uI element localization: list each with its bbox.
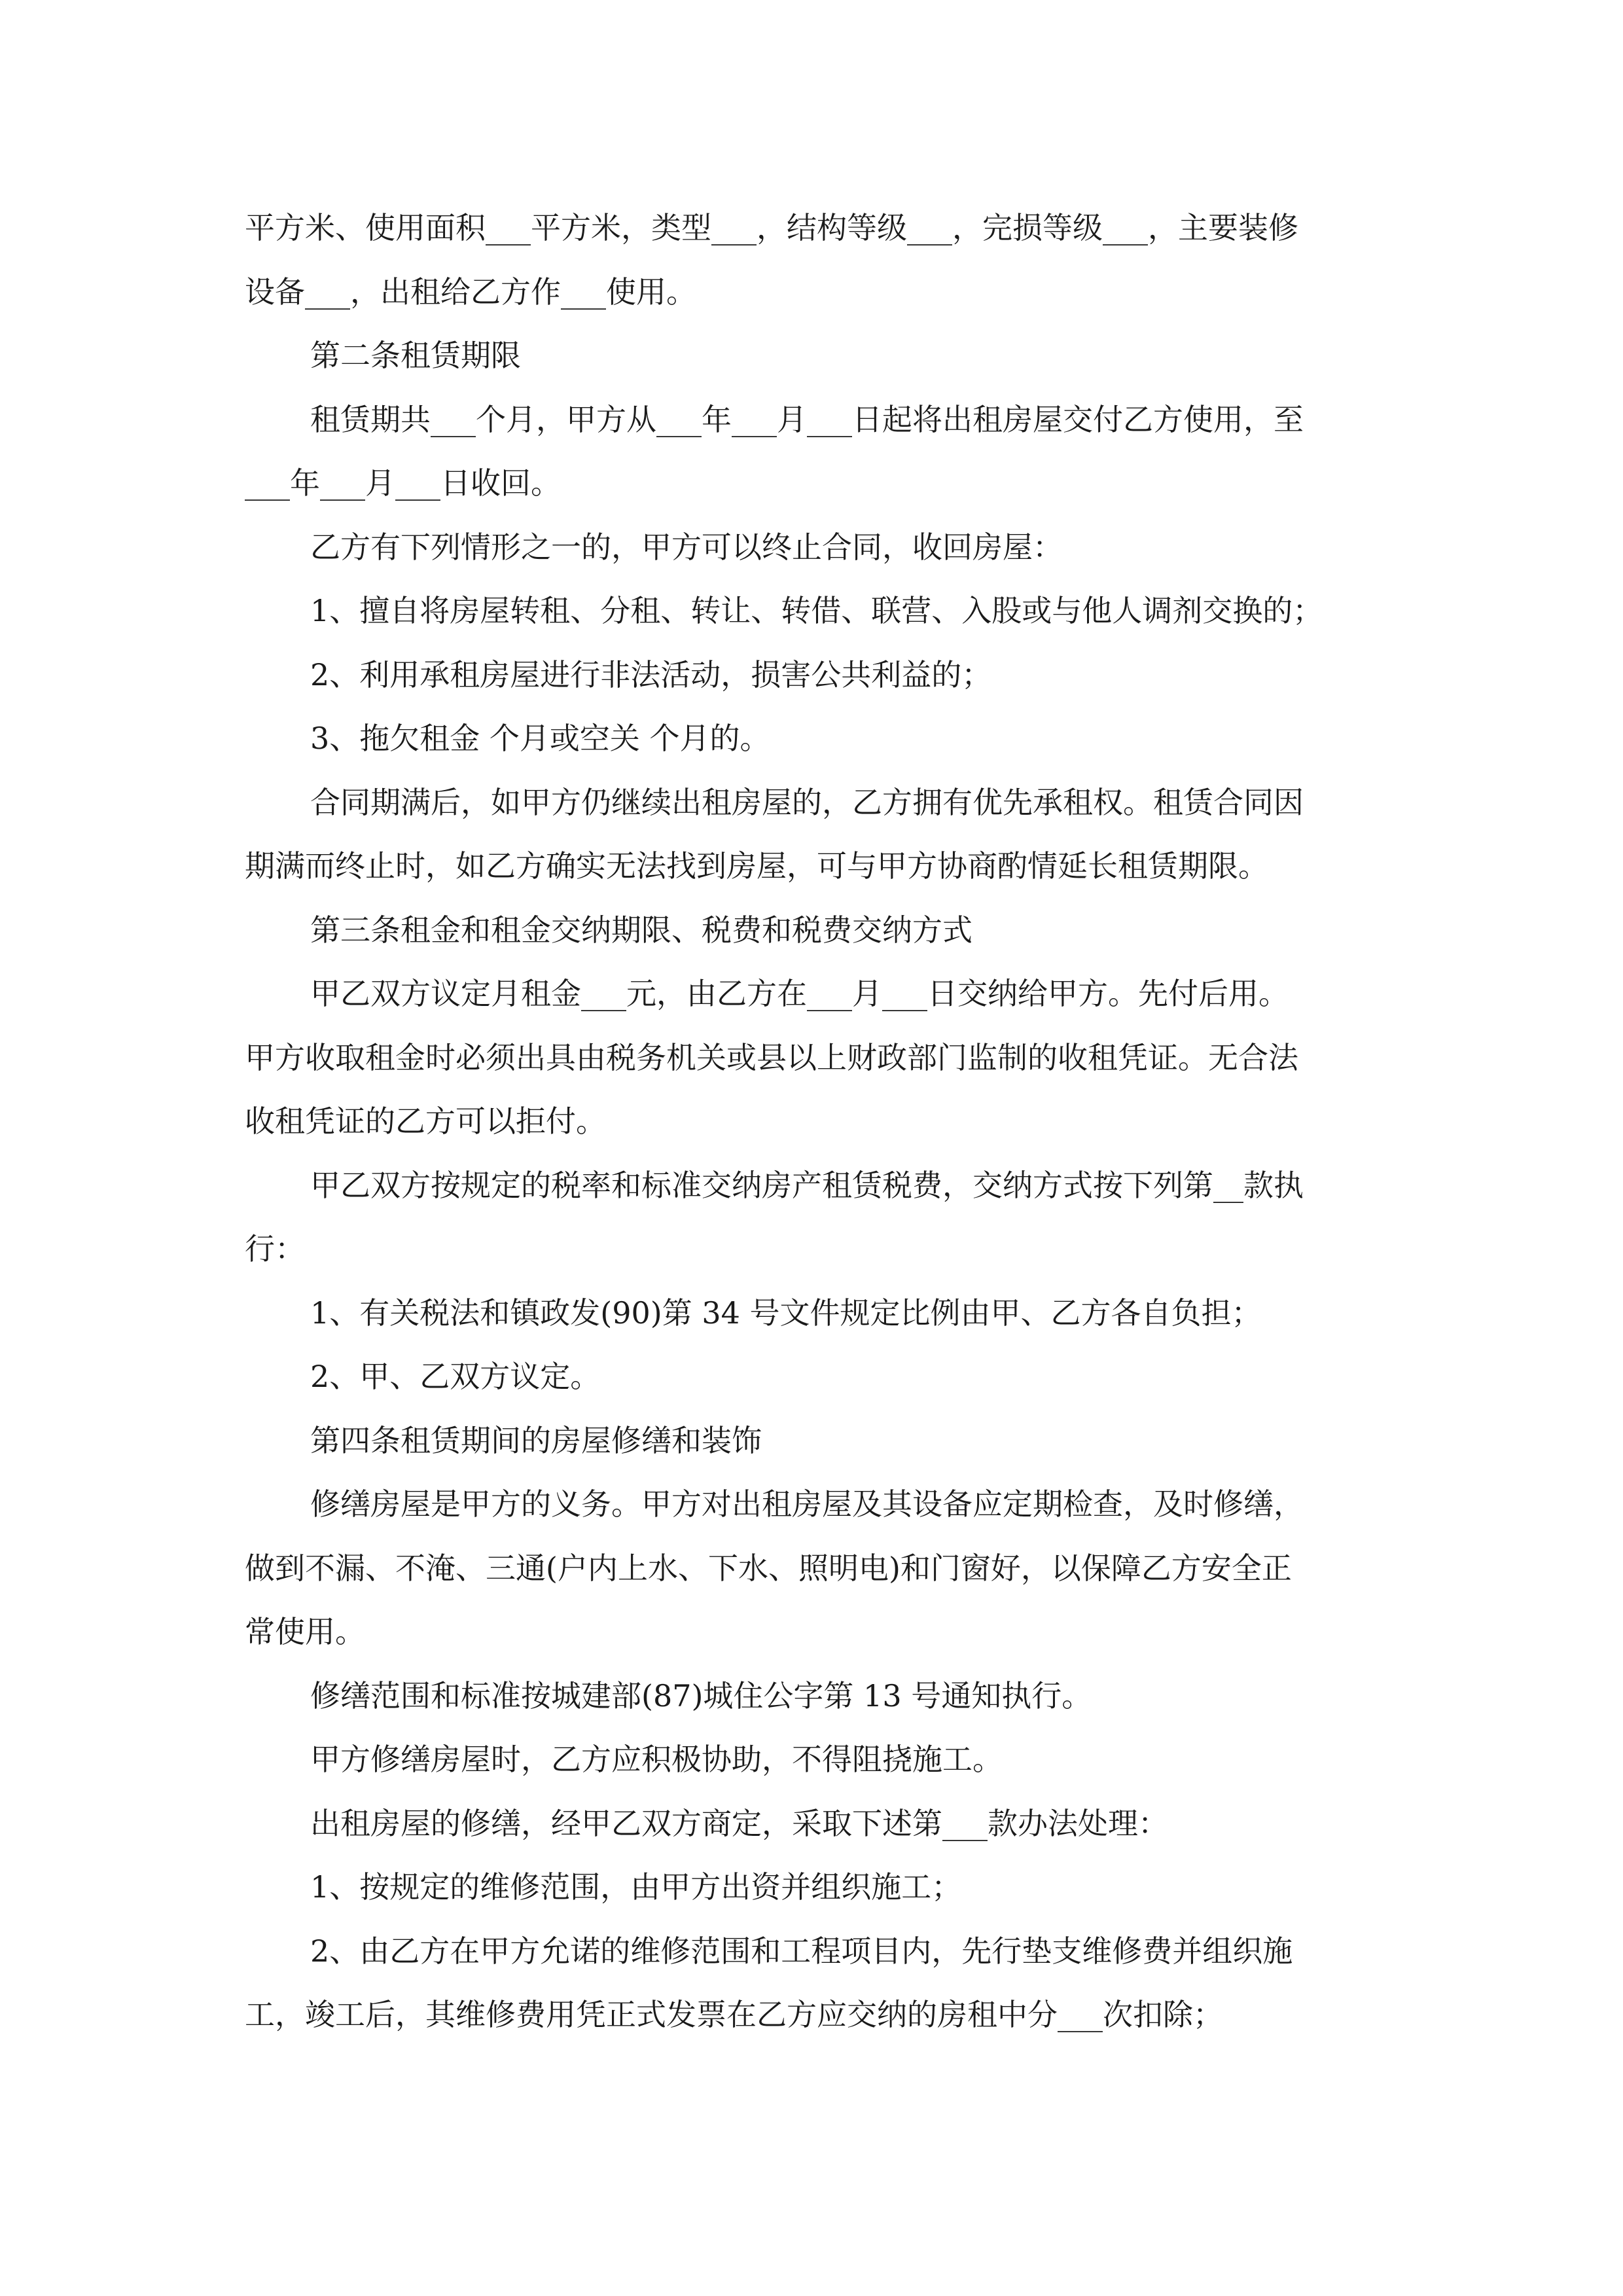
section-heading: 第三条租金和租金交纳期限、税费和税费交纳方式	[310, 912, 972, 948]
text-line: ___年___月___日收回。	[245, 465, 561, 501]
text-line: 修缮房屋是甲方的义务。甲方对出租房屋及其设备应定期检查，及时修缮，	[310, 1486, 1304, 1522]
text-line: 甲方收取租金时必须出具由税务机关或县以上财政部门监制的收租凭证。无合法	[245, 1039, 1298, 1075]
text-line: 常使用。	[245, 1614, 365, 1649]
text-line: 行：	[245, 1231, 305, 1266]
list-item: 2、利用承租房屋进行非法活动，损害公共利益的；	[310, 656, 992, 692]
text-line: 平方米、使用面积___平方米，类型___，结构等级___，完损等级___，主要装修	[245, 210, 1298, 245]
text-line: 做到不漏、不淹、三通(户内上水、下水、照明电)和门窗好，以保障乙方安全正	[245, 1550, 1292, 1586]
text-line: 修缮范围和标准按城建部(87)城住公字第 13 号通知执行。	[310, 1677, 1092, 1713]
text-line: 期满而终止时，如乙方确实无法找到房屋，可与甲方协商酌情延长租赁期限。	[245, 848, 1268, 884]
text-line: 设备___，出租给乙方作___使用。	[245, 274, 696, 310]
section-heading: 第二条租赁期限	[310, 338, 521, 373]
text-line: 合同期满后，如甲方仍继续出租房屋的，乙方拥有优先承租权。租赁合同因	[310, 784, 1304, 820]
text-line: 出租房屋的修缮，经甲乙双方商定，采取下述第___款办法处理：	[310, 1805, 1168, 1841]
text-line: 甲方修缮房屋时，乙方应积极协助，不得阻挠施工。	[310, 1742, 1003, 1777]
text-line: 甲乙双方按规定的税率和标准交纳房产租赁税费，交纳方式按下列第__款执	[310, 1167, 1304, 1203]
text-line: 收租凭证的乙方可以拒付。	[245, 1103, 606, 1139]
list-item: 2、甲、乙双方议定。	[310, 1359, 601, 1394]
list-item: 1、有关税法和镇政发(90)第 34 号文件规定比例由甲、乙方各自负担；	[310, 1295, 1262, 1331]
document-body	[245, 196, 1383, 2047]
list-item: 1、按规定的维修范围，由甲方出资并组织施工；	[310, 1869, 962, 1905]
section-heading: 第四条租赁期间的房屋修缮和装饰	[310, 1422, 762, 1458]
list-item: 2、由乙方在甲方允诺的维修范围和工程项目内，先行垫支维修费并组织施	[310, 1933, 1293, 1969]
list-item: 1、擅自将房屋转租、分租、转让、转借、联营、入股或与他人调剂交换的；	[310, 593, 1323, 628]
text-line: 租赁期共___个月，甲方从___年___月___日起将出租房屋交付乙方使用，至	[310, 401, 1304, 437]
text-line: 甲乙双方议定月租金___元，由乙方在___月___日交纳给甲方。先付后用。	[310, 976, 1289, 1011]
text-line: 工，竣工后，其维修费用凭正式发票在乙方应交纳的房租中分___次扣除；	[245, 1997, 1223, 2032]
list-item: 3、拖欠租金 个月或空关 个月的。	[310, 721, 770, 756]
text-line: 乙方有下列情形之一的，甲方可以终止合同，收回房屋：	[310, 529, 1063, 565]
